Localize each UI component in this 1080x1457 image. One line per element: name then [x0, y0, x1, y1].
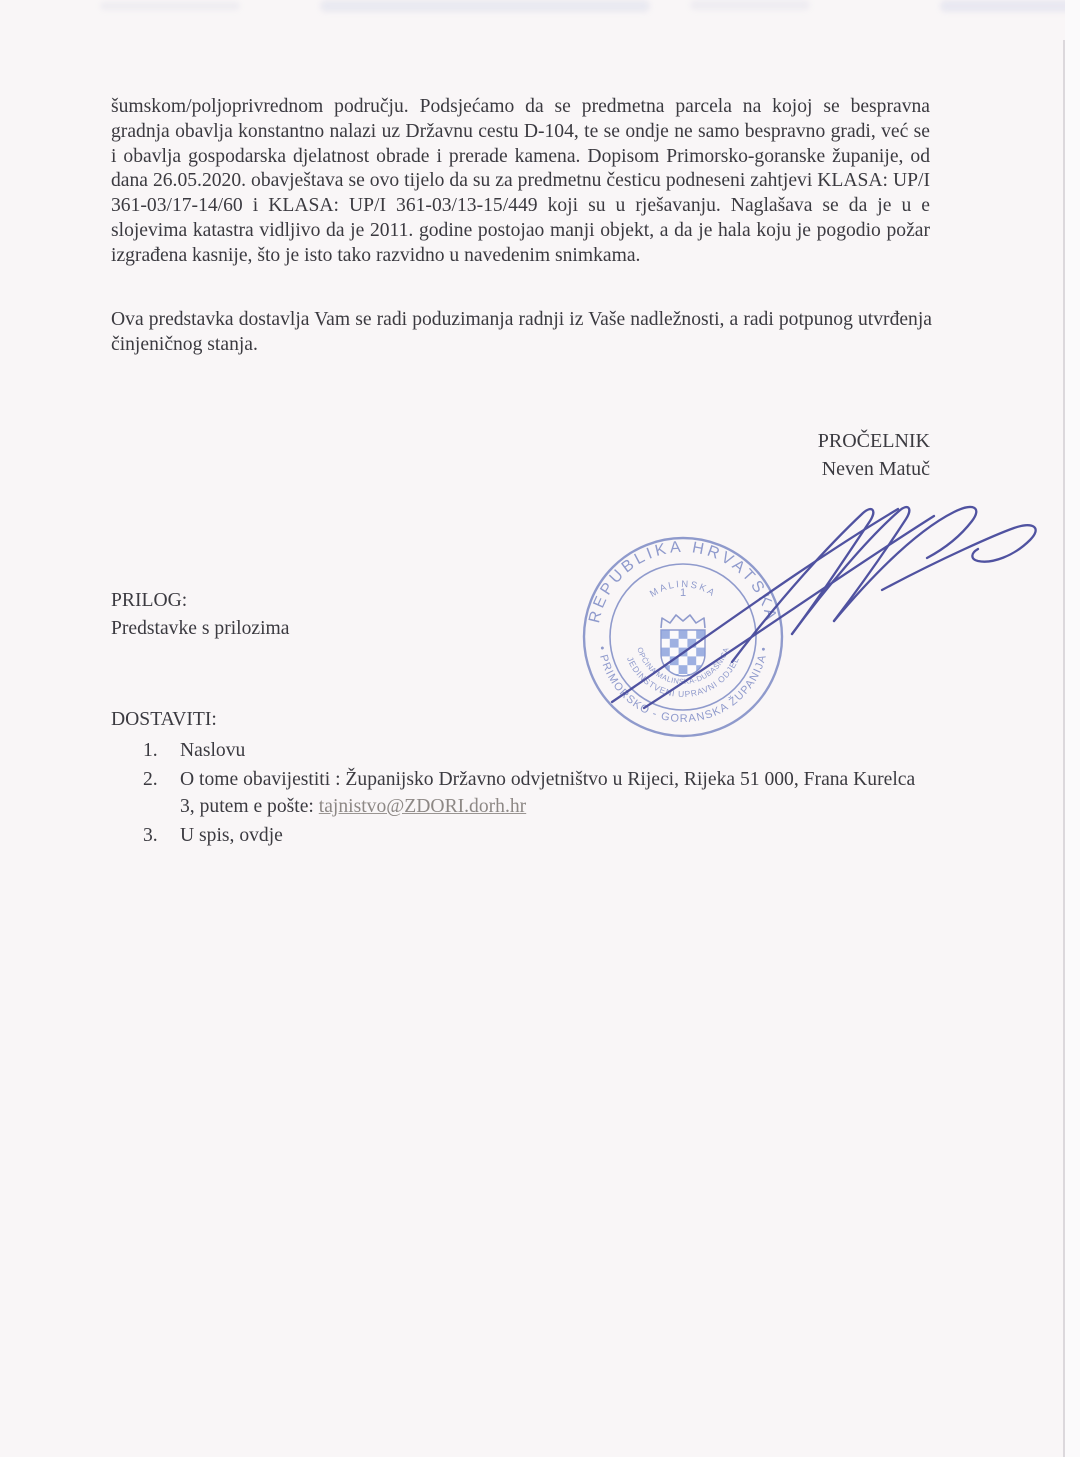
list-item-number: 2.: [143, 769, 158, 790]
dostaviti-list: [111, 737, 920, 851]
list-item: [111, 766, 920, 820]
handwritten-signature: [582, 466, 1052, 716]
stamp-town-text: MALINSKA: [648, 578, 719, 600]
stamp-outer-bottom-text: • PRIMORSKO - GORANSKA ŽUPANIJA •: [595, 645, 771, 726]
list-item: [111, 822, 920, 849]
scan-right-margin: [1065, 0, 1080, 1457]
scan-smudge: [940, 0, 1080, 12]
list-item: [111, 737, 920, 764]
stamp-ring2-text: OPĆINA MALINSKA-DUBAŠNICA: [635, 646, 731, 687]
signer-title: PROČELNIK: [817, 430, 930, 452]
stamp-ring1-text: JEDINSTVENI UPRAVNI ODJEL: [624, 655, 742, 700]
prilog-block: [111, 587, 289, 643]
scan-edge-line: [1063, 40, 1065, 1457]
dostaviti-heading: DOSTAVITI:: [111, 709, 217, 730]
paragraph-closing: Ova predstavka dostavlja Vam se radi poduzimanja radnji iz Vaše nadležnosti, a radi potpunog utvrđenja činjeničnog stanja.: [111, 309, 932, 355]
scan-smudge: [690, 0, 810, 10]
prilog-heading: PRILOG:: [111, 590, 188, 611]
list-item-text-before-link: O tome obavijestiti : Županijsko Državno odvjetništvo u Rijeci, Rijeka 51 000, Frana Kurelca 3, putem e pošte:: [180, 769, 916, 817]
list-item-text: [180, 766, 920, 820]
scan-smudge: [320, 0, 650, 12]
signer-name: Neven Matuč: [821, 458, 930, 480]
stamp-number-text: 1: [679, 587, 687, 599]
list-item-number: 1.: [143, 740, 158, 761]
scan-smudge: [100, 2, 240, 10]
list-item-text: U spis, ovdje: [180, 825, 283, 846]
email-link[interactable]: tajnistvo@ZDORI.dorh.hr: [318, 796, 527, 817]
paragraph-main: šumskom/poljoprivrednom području. Podsjećamo da se predmetna parcela na kojoj se bespravna gradnja obavlja konstantno nalazi uz Državnu cestu D-104, te se ondje ne samo bespravno gradi, već se i obavlja gospodarska djelatnost obrade i prerade kamena. Dopisom Primorsko-goranske županije, od dana 26.05.2020. obavještava se ovo tijelo da su za predmetnu česticu podneseni zahtjevi KLASA: UP/I 361-03/17-14/60 i KLASA: UP/I 361-03/13-15/449 koji su u rješavanju. Naglašava se da je u e slojevima katastra vidljivo da je 2011. godine postojao manji objekt, a da je hala koju je pogodio požar izgrađena kasnije, što je isto tako razvidno u navedenim snimkama.: [111, 96, 930, 266]
stamp-outer-top-text: REPUBLIKA HRVATSKA: [586, 538, 780, 625]
prilog-item: Predstavke s prilozima: [111, 618, 290, 639]
list-item-number: 3.: [143, 825, 158, 846]
list-item-text: Naslovu: [180, 740, 246, 761]
